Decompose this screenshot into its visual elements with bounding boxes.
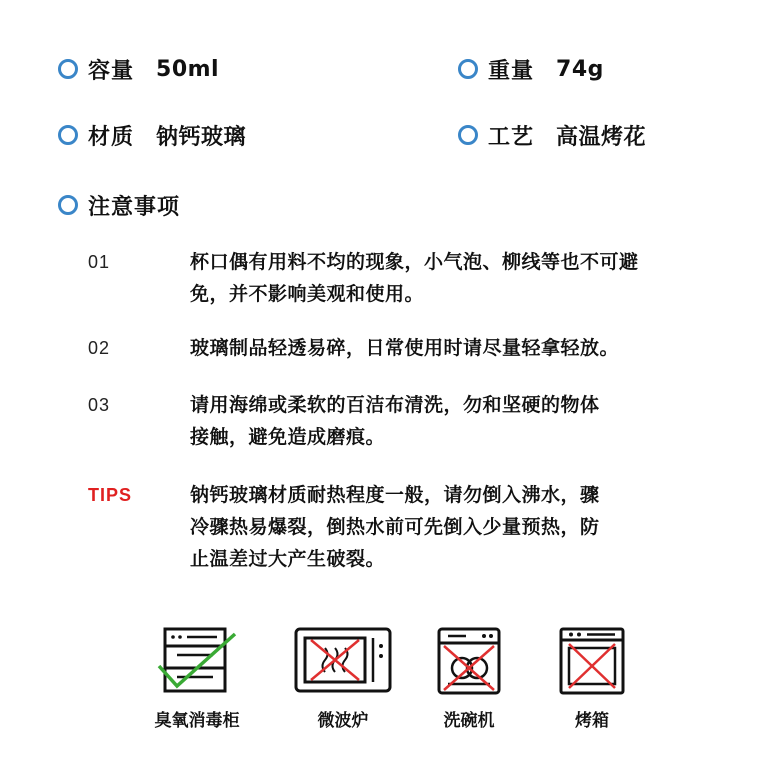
appliance-label: 微波炉 xyxy=(317,711,369,731)
spec-value: 高温烤花 xyxy=(556,124,647,150)
note-number: 02 xyxy=(88,338,111,358)
appliance-label: 臭氧消毒柜 xyxy=(154,711,240,731)
spec-label: 工艺 xyxy=(488,124,535,150)
note-text xyxy=(190,389,720,453)
spec-weight xyxy=(458,52,604,86)
appliance-microwave xyxy=(278,626,408,731)
note-line: 冷骤热易爆裂，倒热水前可先倒入少量预热，防 xyxy=(190,516,600,538)
appliance-disinfection-cabinet xyxy=(132,626,262,731)
spec-value: 50ml xyxy=(156,56,220,82)
dishwasher-icon xyxy=(434,626,504,696)
bullet-circle-icon xyxy=(58,59,78,79)
spec-value: 74g xyxy=(556,56,604,82)
bullet-circle-icon xyxy=(58,125,78,145)
note-line: 请用海绵或柔软的百洁布清洗，勿和坚硬的物体 xyxy=(190,394,600,416)
notes-heading xyxy=(58,188,180,222)
note-number: 01 xyxy=(88,252,111,272)
disinfection-cabinet-icon xyxy=(157,626,237,696)
appliance-label: 洗碗机 xyxy=(443,711,495,731)
spec-label: 重量 xyxy=(488,58,535,84)
note-line: 杯口偶有用料不均的现象，小气泡、柳线等也不可避 xyxy=(190,251,639,273)
appliance-oven xyxy=(527,626,657,731)
spec-craft xyxy=(458,118,646,152)
spec-capacity xyxy=(58,52,219,86)
bullet-circle-icon xyxy=(458,59,478,79)
notes-title: 注意事项 xyxy=(88,194,181,220)
note-text xyxy=(190,246,720,310)
note-line: 钠钙玻璃材质耐热程度一般，请勿倒入沸水，骤 xyxy=(190,484,600,506)
spec-label: 容量 xyxy=(88,58,135,84)
bullet-circle-icon xyxy=(458,125,478,145)
appliance-dishwasher xyxy=(404,626,534,731)
bullet-circle-icon xyxy=(58,195,78,215)
appliance-label: 烤箱 xyxy=(575,711,609,731)
spec-value: 钠钙玻璃 xyxy=(156,124,247,150)
note-text xyxy=(190,332,720,364)
note-line: 免，并不影响美观和使用。 xyxy=(190,283,425,305)
note-line: 接触，避免造成磨痕。 xyxy=(190,426,386,448)
tips-text xyxy=(190,479,720,575)
tips-label: TIPS xyxy=(88,485,133,505)
microwave-icon xyxy=(293,626,393,696)
note-line: 玻璃制品轻透易碎，日常使用时请尽量轻拿轻放。 xyxy=(190,337,620,359)
note-line: 止温差过大产生破裂。 xyxy=(190,548,386,570)
oven-icon xyxy=(557,626,627,696)
spec-label: 材质 xyxy=(88,124,135,150)
spec-material xyxy=(58,118,246,152)
note-number: 03 xyxy=(88,395,111,415)
